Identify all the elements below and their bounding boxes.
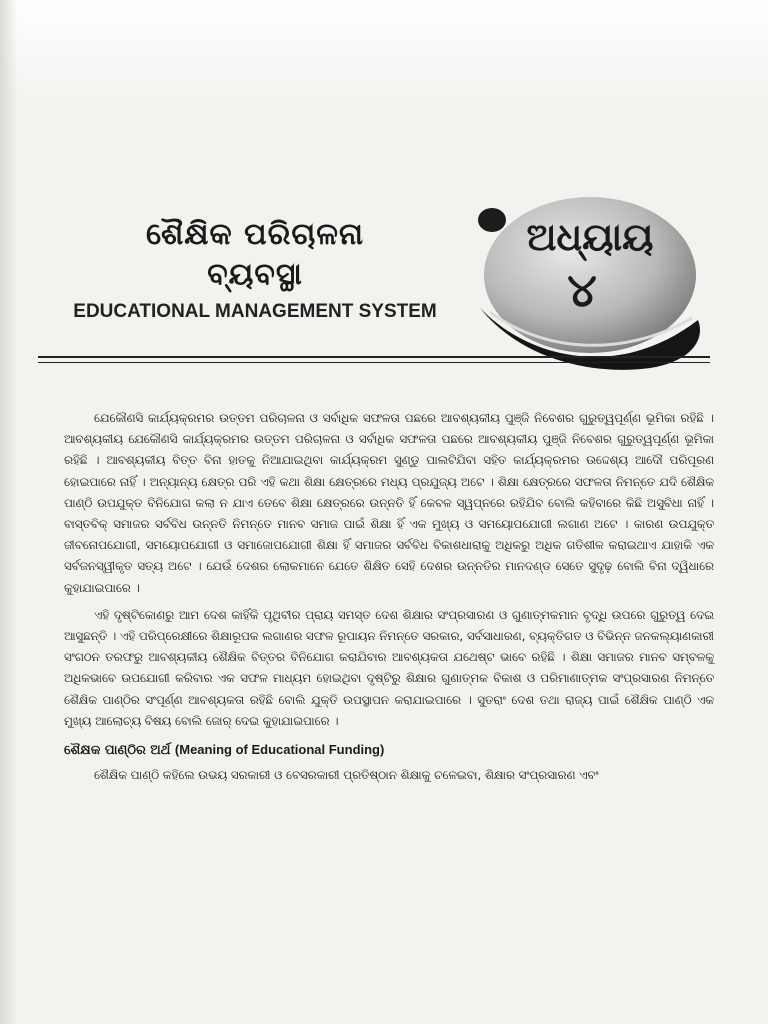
body-paragraph-2: ଏହି ଦୃଷ୍ଟିକୋଣରୁ ଆମ ଦେଶ କାହିଁକି ପୃଥିବୀର ପ୍ରାୟ ସମସ୍ତ ଦେଶ ଶିକ୍ଷାର ସଂପ୍ରସାରଣ ଓ ଗୁଣାତ୍ମକମାନ ବୃଦ୍ଧି ଉପରେ ଗୁରୁତ୍ୱ ଦେଇ ଆସୁଛନ୍ତି । ଏହି ପରିପ୍ରେକ୍ଷୀରେ ଶିକ୍ଷାରୂପକ ଲଗାଣର ସଫଳ ରୂପାୟନ ନିମନ୍ତେ ସରକାର, ସର୍ବସାଧାରଣ, ବ୍ୟକ୍ତିଗତ ଓ ବିଭିନ୍ନ ଜନକଲ୍ୟାଣକାରୀ ସଂଗଠନ ତରଫରୁ ଆବଶ୍ୟକୀୟ ଶୈକ୍ଷିକ ବିତ୍ତର ବିନିଯୋଗ କରାଯିବାର ଆବଶ୍ୟକତା ଯଥେଷ୍ଟ ଭାବେ ରହିଛି । ଶିକ୍ଷା ସମାଜର ମାନବ ସମ୍ବଳକୁ ଅଧିକଭାବେ ଉପଯୋଗୀ କରିବାର ଏକ ସଫଳ ମାଧ୍ୟମ ହୋଇଥିବା ଦୃଷ୍ଟିରୁ ଶିକ୍ଷାର ଗୁଣାତ୍ମକ ବିକାଶ ଓ ପରିମାଣାତ୍ମକ ସଂପ୍ରସାରଣ ନିମନ୍ତେ ଶୈକ୍ଷିକ ପାଣ୍ଠିର ସଂପୂର୍ଣ୍ଣ ଆବଶ୍ୟକତା ରହିଛି ବୋଲି ଯୁକ୍ତି ଉପସ୍ଥାପନ କରାଯାଇପାରେ । ସୁତରାଂ ଦେଶ ତଥା ରାଜ୍ୟ ପାଇଁ ଶୈକ୍ଷିକ ପାଣ୍ଠି ଏକ ମୁଖ୍ୟ ଆଲୋଚ୍ୟ ବିଷୟ ବୋଲି ଜୋର୍ ଦେଇ କୁହାଯାଇପାରେ । xyxy=(64,607,714,728)
section-heading xyxy=(64,740,714,761)
title-divider-thick xyxy=(38,356,710,358)
title-divider-thin xyxy=(38,362,710,363)
badge-dark-dot xyxy=(478,208,506,232)
badge-chapter-number: ୪ xyxy=(567,263,597,317)
scan-shadow-left xyxy=(0,0,18,1024)
section-heading-odia: ଶୈକ୍ଷକ ପାଣ୍ଠିର ଅର୍ଥ xyxy=(64,743,171,759)
chapter-title-odia-line1: ଶୈକ୍ଷିକ ପରିଚାଳନା xyxy=(145,217,365,252)
chapter-title-english: EDUCATIONAL MANAGEMENT SYSTEM xyxy=(73,301,437,322)
section-heading-english: (Meaning of Educational Funding) xyxy=(174,742,385,758)
badge-chapter-word: ଅଧ୍ୟାୟ xyxy=(526,215,654,259)
scan-shadow-top xyxy=(0,0,768,110)
chapter-title-block xyxy=(40,215,470,323)
chapter-badge-graphic xyxy=(470,190,710,370)
body-paragraph-3: ଶୈକ୍ଷିକ ପାଣ୍ଠି କହିଲେ ଉଭୟ ସରକାରୀ ଓ ବେସରକାରୀ ପ୍ରତିଷ୍ଠାନ ଶିକ୍ଷାକୁ ଚଳେଇବା, ଶିକ୍ଷାର ସଂପ୍ରସାରଣ ଏବଂ xyxy=(94,768,599,783)
body-paragraph-1: ଯେକୌଣସି କାର୍ଯ୍ୟକ୍ରମର ଉତ୍ତମ ପରିଚାଳନା ଓ ସର୍ବାଧିକ ସଫଳତା ପଛରେ ଆବଶ୍ୟକୀୟ ପୁଞ୍ଜି ନିବେଶର ଗୁରୁତ୍ୱପୂର୍ଣ୍ଣ ଭୂମିକା ରହିଛି । ଆବଶ୍ୟକୀୟ ଯେକୌଣସି କାର୍ଯ୍ୟକ୍ରମର ଉତ୍ତମ ପରିଚାଳନା ଓ ସର୍ବାଧିକ ସଫଳତା ପଛରେ ଆବଶ୍ୟକୀୟ ପୁଞ୍ଜି ନିବେଶର ଗୁରୁତ୍ୱପୂର୍ଣ୍ଣ ଭୂମିକା ରହିଛି । ଆବଶ୍ୟକୀୟ ବିତ୍ତ ବିନା ହାତକୁ ନିଆଯାଇଥିବା କାର୍ଯ୍ୟକ୍ରମ ସୁଣ୍ଡୁ ପାଲଟିଯିବା ସହିତ କାର୍ଯ୍ୟକ୍ରମର ଉଦ୍ଦେଶ୍ୟ ଆଦୌ ପରିପୂରଣ ହୋଇପାରେ ନାହିଁ । ଅନ୍ୟାନ୍ୟ କ୍ଷେତ୍ର ପରି ଏହି କଥା ଶିକ୍ଷା କ୍ଷେତ୍ରରେ ମଧ୍ୟ ପ୍ରଯୁଜ୍ୟ ଅଟେ । ଶିକ୍ଷା କ୍ଷେତ୍ରରେ ସଫଳତା ନିମନ୍ତେ ଯଦି ଶୈକ୍ଷିକ ପାଣ୍ଠି ଉପଯୁକ୍ତ ବିନିଯୋଗ କଲା ନ ଯାଏ ତେବେ ଶିକ୍ଷା କ୍ଷେତ୍ରରେ ଉନ୍ନତି ହିଁ କେବଳ ସ୍ୱପ୍ନରେ ରହିଯିବ ବୋଲି କହିବାରେ କିଛି ଅସୁବିଧା ନାହିଁ । ବାସ୍ତବିକ୍ ସମାଜର ସର୍ବବିଧ ଉନ୍ନତି ନିମନ୍ତେ ମାନବ ସମାଜ ପାଇଁ ଶିକ୍ଷା ହିଁ ଏକ ମୁଖ୍ୟ ଓ ସମୟୋପଯୋଗୀ ଲଗାଣ ଅଟେ । କାରଣ ଉପଯୁକ୍ତ ଜୀବନୋପଯୋଗୀ, ସମୟୋପଯୋଗୀ ଓ ସମାଜୋପଯୋଗୀ ଶିକ୍ଷା ହିଁ ସମାଜର ସର୍ବବିଧ ବିକାଶଧାରାକୁ ଅଧିକରୁ ଅଧିକ ଗତିଶୀଳ କରାଇଥାଏ ଯାହାକି ଏକ ସର୍ବଜନସ୍ୱୀକୃତ ସତ୍ୟ ଅଟେ । ଯେଉଁ ଦେଶର ଲୋକମାନେ ଯେତେ ଶିକ୍ଷିତ ସେହି ଦେଶର ଉନ୍ନତିର ମାନଦଣ୍ଡ ସେତେ ସୁଦୃଢ଼ ବୋଲି ବିନା ଦ୍ୱିଧାରେ କୁହାଯାଇପାରେ । xyxy=(64,411,714,595)
chapter-body xyxy=(64,408,714,792)
chapter-title-odia-line2: ବ୍ୟବସ୍ଥା xyxy=(207,257,303,292)
